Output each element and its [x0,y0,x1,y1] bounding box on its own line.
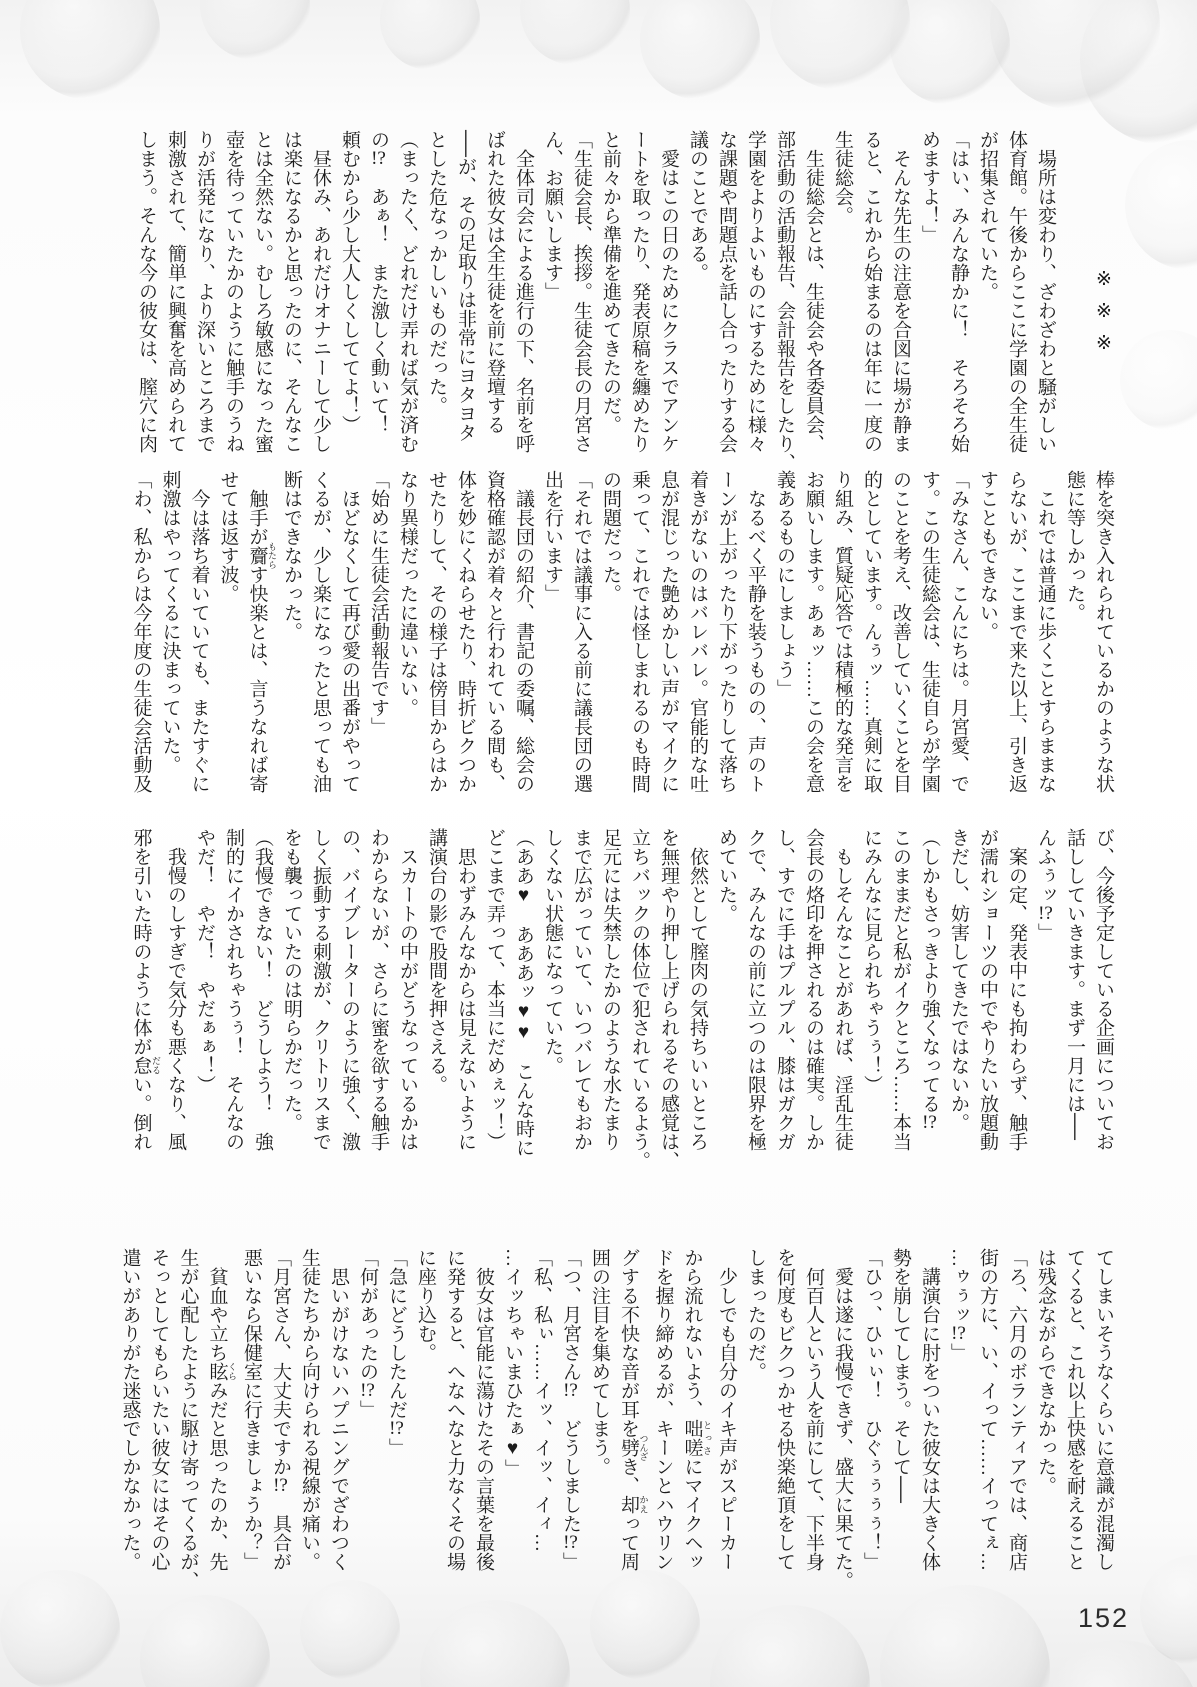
text-column: 「生徒会長、挨拶。生徒会長の月宮さ [571,130,592,453]
text-column: 息が混じった艶めかしい声がマイクに [658,470,679,793]
text-column: 壺を待っていたかのように触手のうね [223,130,244,453]
bubble [380,0,480,70]
text-column: にみんなに見られちゃうぅ！） [861,828,882,1094]
text-band-3 [127,828,1119,1190]
text-column: とは全然ない。むしろ敏感になった蜜 [252,130,273,453]
text-column: 生徒総会。 [832,130,853,225]
text-column: 愛はこの日のためにクラスでアンケ [658,130,679,453]
text-column: は残念ながらできなかった。 [1035,1248,1056,1495]
text-column: そんな先生の注意を合図に場が静ま [890,130,911,453]
text-column: スカートの中がどうなっているかは [397,828,418,1151]
text-column: 生徒たちから向けられる視線が痛い。 [299,1248,320,1571]
text-column: 全体司会による進行の下、名前を呼 [513,130,534,453]
text-column: 「私、私ぃ……イッ、イッ、イィ… [531,1248,552,1552]
text-column: （我慢できない！ どうしよう！ 強 [252,828,273,1151]
bubble [640,0,760,100]
text-column: そっとしてもらいたい彼女にはその心 [148,1248,170,1571]
text-column: ドを握り締めるが、キーンとハウリン [652,1248,674,1571]
text-column: 乗って、これでは怪しまれるのも時間 [629,470,650,793]
text-column: なるべく平静を装うものの、声のト [745,470,766,793]
text-column: のことを考え、改善していくことを目 [890,470,911,793]
text-column: 頼むから少し大人しくしててよ！） [339,130,360,434]
text-column: …イッちゃいまひたぁ♥」 [502,1248,523,1478]
text-column: は楽になるかと思ったのに、そんなこ [281,130,302,453]
text-column: てしまいそうなくらいに意識が混濁し [1093,1248,1114,1571]
text-column: 話ししていきます。まず一月には── [1064,828,1085,1140]
bubble [770,0,910,90]
text-column: ートを取ったり、発表原稿を纏めたり [629,130,650,453]
text-column: 刺激されて、簡単に興奮を高められて [165,130,186,453]
text-column: 立ちバックの体位で犯されているよう。 [629,828,650,1170]
text-column: 場所は変わり、ざわざわと騒がしい [1035,130,1056,453]
page-number: 152 [1078,1603,1130,1633]
text-column: な課題や問題点を話し合ったりする会 [716,130,737,453]
text-column: 体育館。午後からここに学園の全生徒 [1006,130,1027,453]
text-column: （まったく、どれだけ弄れば気が済む [397,130,418,453]
text-column: お願いします。あぁッ……この会を意 [803,470,824,793]
text-column [1060,130,1089,490]
text-column: 生が心配したように駆け寄ってくるが、 [177,1248,199,1590]
text-column: をも襲っていたのは明らかだった。 [281,828,302,1132]
bubble [710,1605,870,1687]
text-column: 「ろ、六月のボランティアでは、商店 [1006,1248,1027,1571]
text-band-2 [127,470,1119,830]
text-column: …ゥぅッ!?」 [948,1248,969,1362]
text-column: なり異様だったに違いない。 [397,470,418,717]
text-column: しまったのだ。 [745,1248,766,1381]
text-column: 会長の烙印を押されるのは確実。しか [803,828,824,1151]
text-column: せたりして、その様子は傍目からはか [426,470,447,793]
text-column: 学園をよりよいものにするために様々 [745,130,766,453]
bubble [990,0,1160,110]
text-column: 断はできなかった。 [281,470,302,641]
text-column: 貧血や立ち眩 くらみだと思ったのか、先 [206,1248,237,1571]
text-column: 思いがけないハプニングでざわつく [328,1248,349,1571]
text-column: 着きがないのはバレバレ。官能的な吐 [687,470,708,793]
text-column: 「急にどうしたんだ!?」 [386,1248,407,1457]
text-column: 悪いなら保健室に行きましょうか？」 [241,1248,262,1571]
text-column: 「それでは議事に入る前に議長団の選 [571,470,592,793]
text-column: すこともできない。 [977,470,998,641]
text-column: くるが、少し楽になったと思っても油 [310,470,331,793]
text-column: と前々から準備を進めてきたのだ。 [600,130,621,434]
text-column: 彼女は官能に蕩けたその言葉を最後 [473,1248,494,1571]
text-column: やだ！ やだ！ やだぁぁ！） [194,828,215,1094]
text-column: 生徒総会とは、生徒会や各委員会、 [803,130,824,453]
text-column: どこまで弄って、本当にだめぇッ！） [484,828,505,1151]
text-column: 講演台に肘をついた彼女は大きく体 [919,1248,940,1571]
text-column: （ああ♥ あああッ♥♥ こんな時に [513,828,534,1157]
text-column: 勢を崩してしまう。そして── [890,1248,911,1503]
text-column: てくると、これ以上快感を耐えること [1064,1248,1085,1571]
text-column: 体を妙にくねらせたり、時折ビクつか [455,470,476,793]
text-column: び、今後予定している企画についてお [1093,828,1114,1151]
text-column: 案の定、発表中にも拘わらず、触手 [1006,828,1027,1151]
text-column: 我慢のしすぎで気分も悪くなり、風 [165,828,186,1151]
text-column: し、すでに手はプルプル、膝はガクガ [774,828,795,1151]
text-column: これでは普通に歩くことすらままな [1035,470,1056,793]
text-column: を何度もビクつかせる快楽絶頂をして [774,1248,795,1571]
text-column: ると、これから始まるのは年に一度の [861,130,882,453]
text-column: ──が、その足取りは非常にヨタヨタ [455,130,476,442]
text-column: 街の方に、い、イって……イってぇ… [977,1248,998,1571]
text-column: が招集されていた。 [977,130,998,301]
text-column: に座り込む。 [415,1248,436,1362]
text-column: まで広がっていて、いつバレてもおか [571,828,592,1151]
text-column: 囲の注目を集めてしまう。 [589,1248,610,1476]
text-column: グする不快な音が耳を劈 つんざき、却 かえって周 [618,1248,649,1571]
text-column: 義あるものにしましょう」 [774,470,795,698]
text-column: の、バイブレーターのように強く、激 [339,828,360,1151]
text-column: 「何があったの!?」 [357,1248,378,1419]
text-column: 愛は遂に我慢できず、盛大に果てた。 [832,1248,853,1590]
bubble [1120,330,1197,430]
text-column: から流れないよう、咄嗟 とっさにマイクヘッ [681,1248,712,1571]
section-marker: ※※※ [1093,268,1114,364]
text-column: 「みなさん、こんにちは。月宮愛、で [948,470,969,793]
text-column: 刺激はやってくるに決まっていた。 [159,470,181,774]
text-column: りが活発になり、より深いところまで [194,130,215,453]
text-column: （しかもさっきより強くなってる!? [919,828,940,1132]
text-column: しく振動する刺激が、クリトリスまで [310,828,331,1151]
text-column: 講演台の影で股間を押さえる。 [426,828,447,1094]
text-column: 棒を突き入れられているかのような状 [1093,470,1114,793]
text-column: 思わずみんなからは見えないように [455,828,476,1151]
text-column: ーンが上がったり下がったりして落ち [716,470,737,793]
bubble [1140,1555,1197,1665]
text-column: 邪を引いた時のように体が怠 だるい。倒れ [130,828,161,1151]
text-column: 資格確認が着々と行われている間も、 [484,470,505,793]
text-column: 部活動の活動報告、会計報告をしたり、 [774,130,795,472]
text-column: 「わ、私からは今年度の生徒会活動及 [130,470,152,793]
text-column: ん、お願いします」 [542,130,563,301]
bubble [140,1595,270,1687]
text-column: ばれた彼女は全生徒を前に登壇する [484,130,505,434]
text-column: 制的にイかされちゃうぅ！ そんなの [223,828,244,1151]
text-column: り組み、質疑応答では積極的な発言を [832,470,853,793]
text-column: ほどなくして再び愛の出番がやって [339,470,360,793]
text-column: 議長団の紹介、書記の委嘱、総会の [513,470,534,793]
bubble [1125,140,1197,270]
text-column: しくない状態になっていた。 [542,828,563,1075]
text-column: 依然として膣肉の気持ちいいところ [687,828,708,1151]
text-column: もしそんなことがあれば、淫乱生徒 [832,828,853,1151]
text-column: の!? あぁ！ また激しく動いて！ [368,130,389,434]
text-band-4 [116,1248,1119,1608]
text-column: を無理やり押し上げられるその感覚は、 [658,828,679,1170]
bubble [520,0,630,65]
text-column: 今は落ち着いていても、またすぐに [188,470,210,793]
text-column: 遣いがありがた迷惑でしかなかった。 [119,1248,141,1571]
text-column: が濡れショーツの中でやりたい放題動 [977,828,998,1151]
text-column: このままだと私がイクところ……本当 [890,828,911,1151]
text-column: せては返す波。 [217,470,239,603]
bubble [0,1570,120,1687]
text-column: 「月宮さん、大丈夫ですか!? 具合が [270,1248,291,1571]
text-column: 昼休み、あれだけオナニーして少し [310,130,331,453]
text-column: めていた。 [716,828,737,923]
text-column: わからないが、さらに蜜を欲する触手 [368,828,389,1151]
text-column: 態に等しかった。 [1064,470,1085,622]
text-column: 「つ、月宮さん!? どうしました!?」 [560,1248,581,1571]
text-column: らないが、ここまで来た以上、引き返 [1006,470,1027,793]
text-column: しまう。そんな今の彼女は、膣穴に肉 [136,130,157,453]
bubble [200,0,310,60]
bubble [20,0,160,100]
text-column: す。この生徒総会は、生徒自らが学園 [919,470,940,793]
text-column: 少しでも自分のイキ声がスピーカー [716,1248,737,1571]
text-column: めますよ！」 [919,130,940,244]
text-column: 何百人という人を前にして、下半身 [803,1248,824,1571]
bubble [1040,1640,1197,1687]
text-column: に発すると、へなへなと力なくその場 [444,1248,465,1571]
text-column: 足元には失禁したかのような水たまり [600,828,621,1151]
text-column: クで、みんなの前に立つのは限界を極 [745,828,766,1151]
text-column: 「ひっ、ひぃぃ！ ひぐぅぅぅぅ！」 [861,1248,882,1571]
bubble [420,1600,570,1687]
text-column: 的としています。んぅッ……真剣に取 [861,470,882,793]
text-column: の問題だった。 [600,470,621,603]
text-column: 「はい、みんな静かに！ そろそろ始 [948,130,969,453]
text-column: とした危なっかしいものだった。 [426,130,447,415]
text-column: 出を行います」 [542,470,563,603]
text-column: 「始めに生徒会活動報告です」 [368,470,389,736]
text-column: 議のことである。 [687,130,708,282]
text-column: 触手が齎 もたらす快楽とは、言うなれば寄 [246,470,277,793]
text-column: きだし、妨害してきたではないか。 [948,828,969,1132]
text-column: んふぅッ!?」 [1035,828,1056,942]
text-band-1 [132,130,1118,490]
bubble [890,0,1010,105]
bubble [1080,0,1197,145]
